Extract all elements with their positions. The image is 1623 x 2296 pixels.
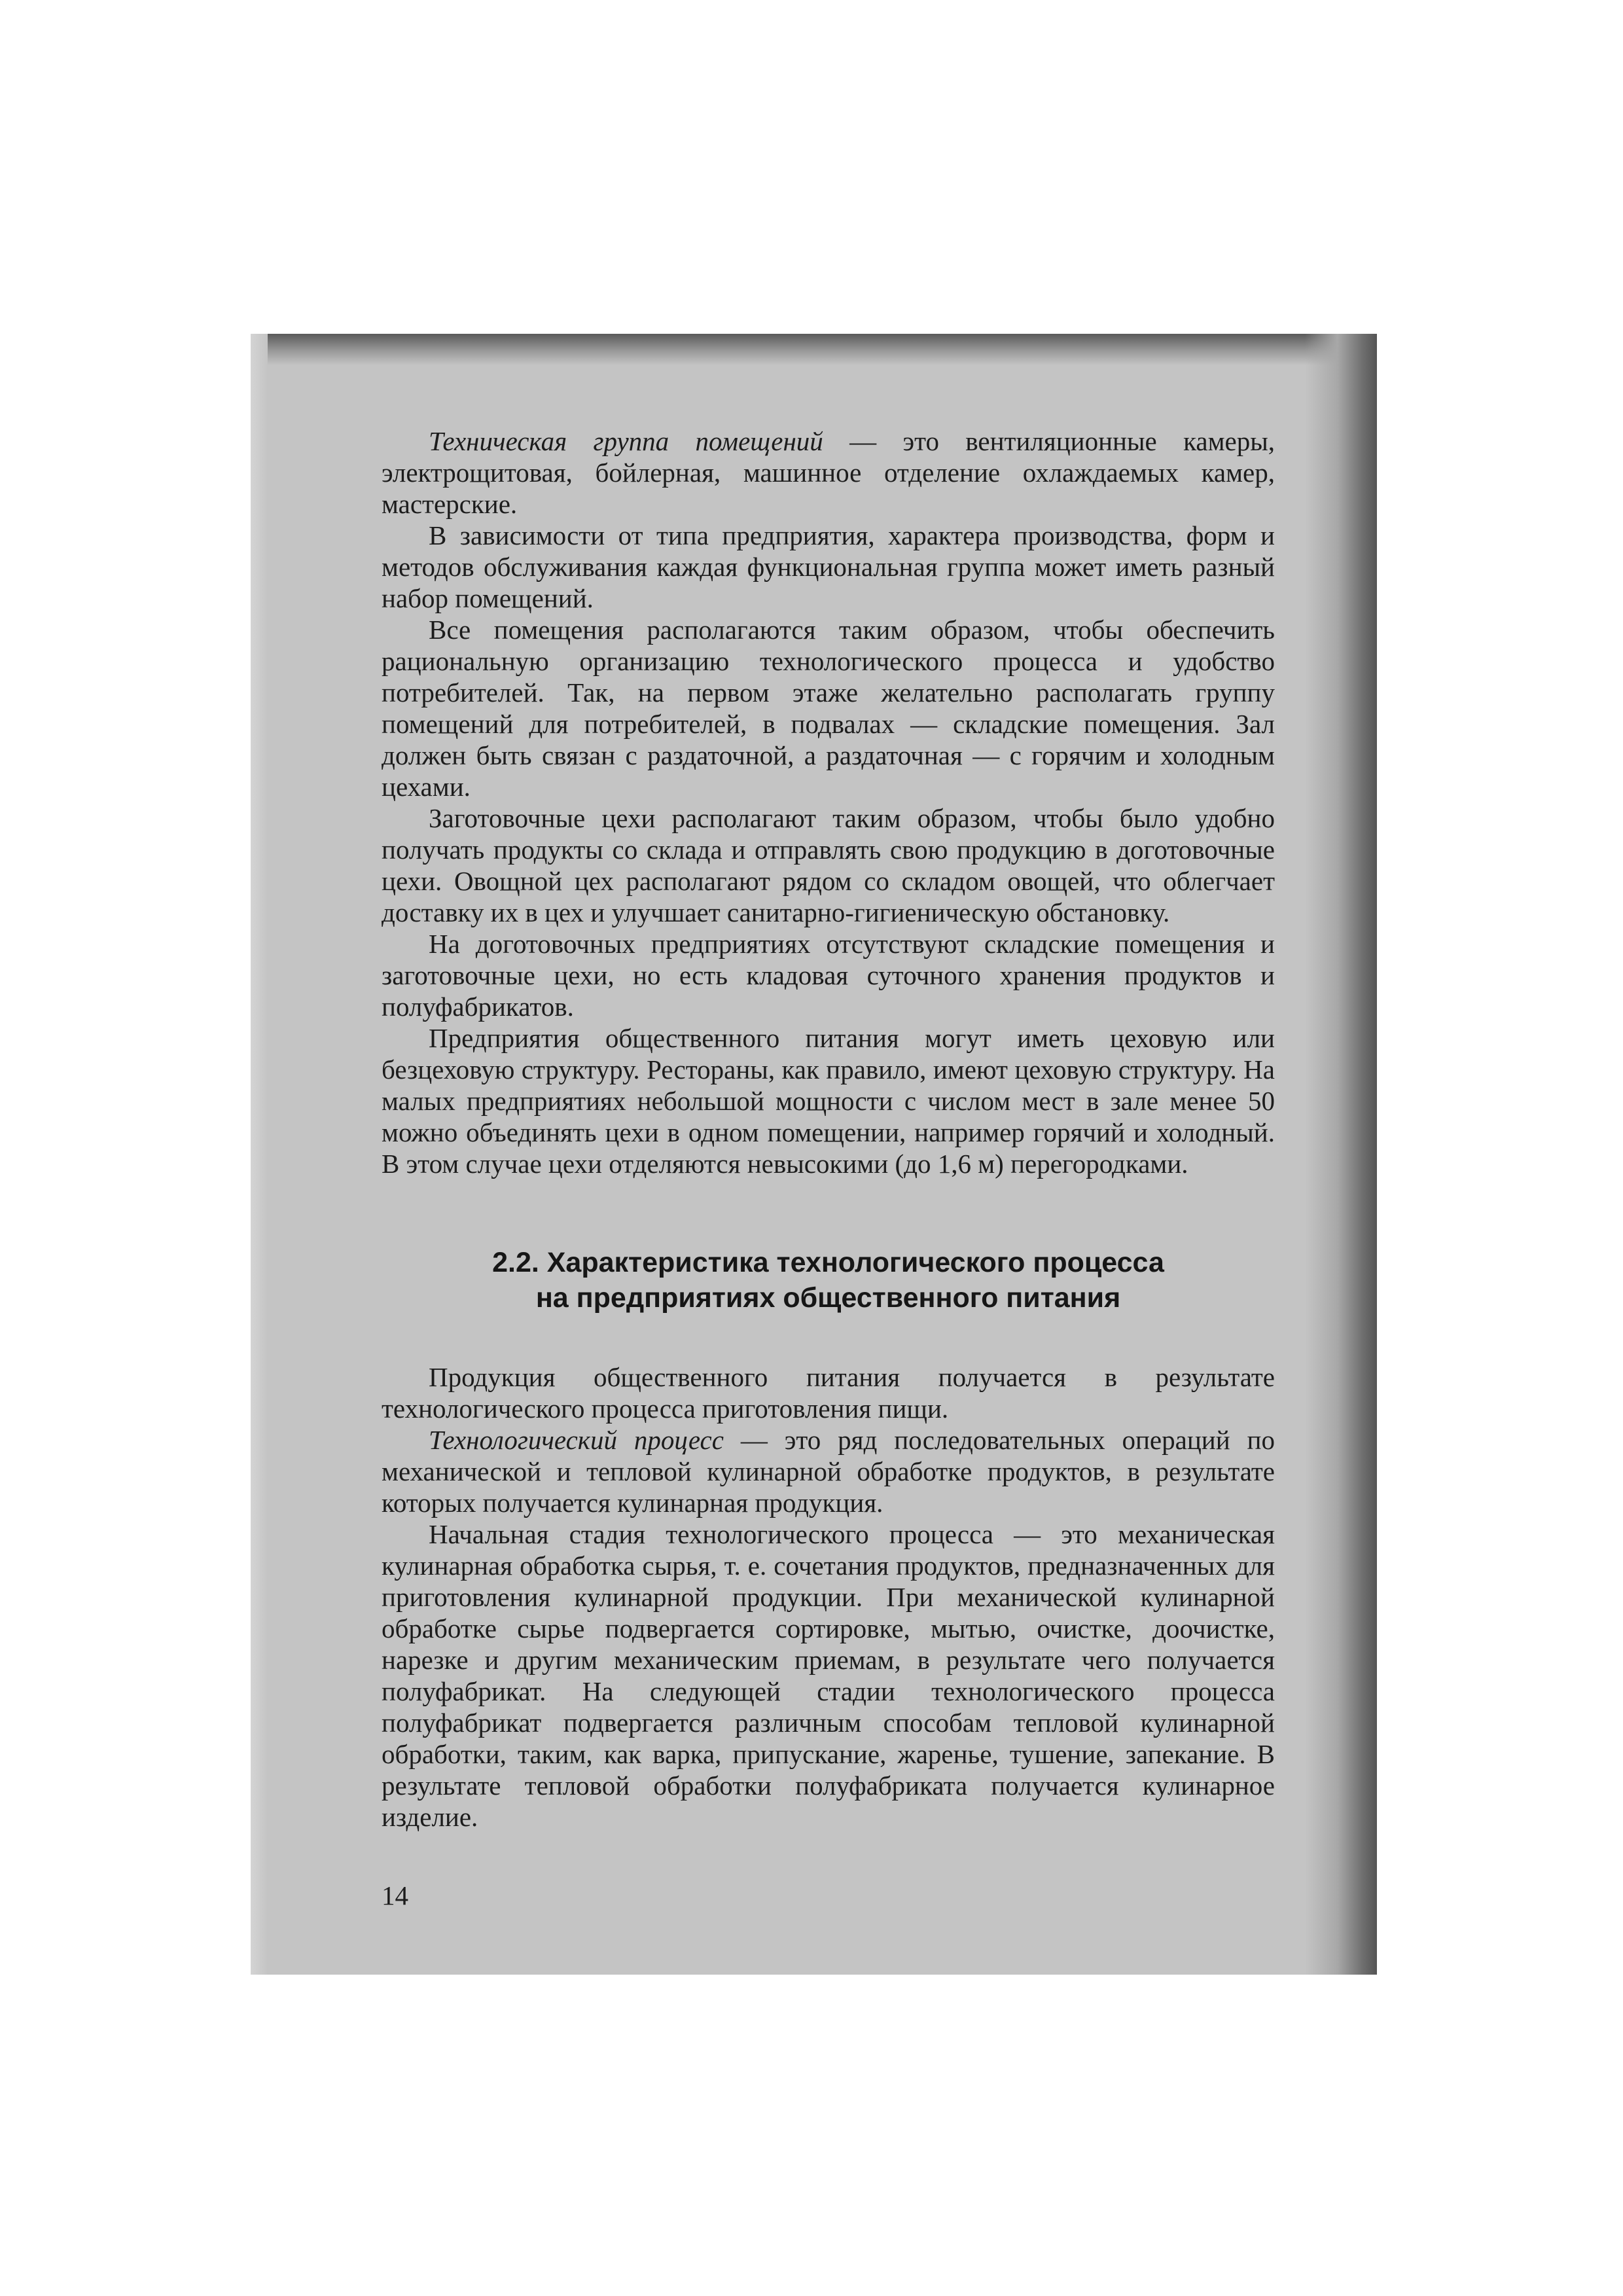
paragraph: На доготовочных предприятиях отсутствуют складские помещения и заготовочные цехи, но есть кладовая суточного хранения продуктов и полуфабрикатов. [382,929,1275,1022]
paragraph: Предприятия общественного питания могут иметь цеховую или безцеховую структуру. Рестораны, как правило, имеют цеховую структуру. На малых предприятиях небольшой мощности с числом мест в зале менее 50 можно объединять цехи в одном помещении, например горячий и холодный. В этом случае цехи отделяются невысокими (до 1,6 м) перегородками. [382,1023,1275,1179]
italic-term: Технологический процесс [429,1425,724,1455]
paragraphs-bottom [382,1361,1275,1833]
paragraph: Технологический процесс — это ряд последовательных операций по механической и тепловой кулинарной обработке продуктов, в результате которых получается кулинарная продукция. [382,1425,1275,1518]
page-spine-shadow [1305,334,1377,1975]
page-body [382,425,1275,1833]
scan-left-edge [251,334,268,1975]
italic-term: Техническая группа помещений [429,426,823,456]
paragraph: Заготовочные цехи располагают таким образом, чтобы было удобно получать продукты со склада и отправлять свою продукцию в доготовочные цехи. Овощной цех располагают рядом со складом овощей, что облегчает доставку их в цех и улучшает санитарно-гигиеническую обстановку. [382,803,1275,927]
scan-top-shadow [251,334,1377,365]
scanned-page [251,334,1377,1975]
paragraph: Все помещения располагаются таким образом, чтобы обеспечить рациональную организацию технологического процесса и удобство потребителей. Так, на первом этаже желательно располагать группу помещений для потребителей, в подвалах — складские помещения. Зал должен быть связан с раздаточной, а раздаточная — с горячим и холодным цехами. [382,615,1275,802]
paragraph: Техническая группа помещений — это вентиляционные камеры, электрощитовая, бойлерная, машинное отделение охлаждаемых камер, мастерские. [382,426,1275,519]
paragraph: Начальная стадия технологического процесса — это механическая кулинарная обработка сырья, т. е. сочетания продуктов, предназначенных для приготовления кулинарной продукции. При механической кулинарной обработке сырье подвергается сортировке, мытью, очистке, доочистке, нарезке и другим механическим приемам, в результате чего получается полуфабрикат. На следующей стадии технологического процесса полуфабрикат подвергается различным способам тепловой кулинарной обработки, таким, как варка, припускание, жаренье, тушение, запекание. В результате тепловой обработки полуфабриката получается кулинарное изделие. [382,1519,1275,1832]
paragraph: В зависимости от типа предприятия, характера производства, форм и методов обслуживания каждая функциональная группа может иметь разный набор помещений. [382,520,1275,613]
section-heading-line-1: 2.2. Характеристика технологического процесса [492,1247,1164,1278]
section-heading-line-2: на предприятиях общественного питания [535,1282,1121,1314]
section-heading [382,1245,1275,1316]
paragraphs-top [382,425,1275,1179]
paragraph: Продукция общественного питания получается в результате технологического процесса приготовления пищи. [382,1362,1275,1424]
page-number: 14 [382,1880,408,1910]
